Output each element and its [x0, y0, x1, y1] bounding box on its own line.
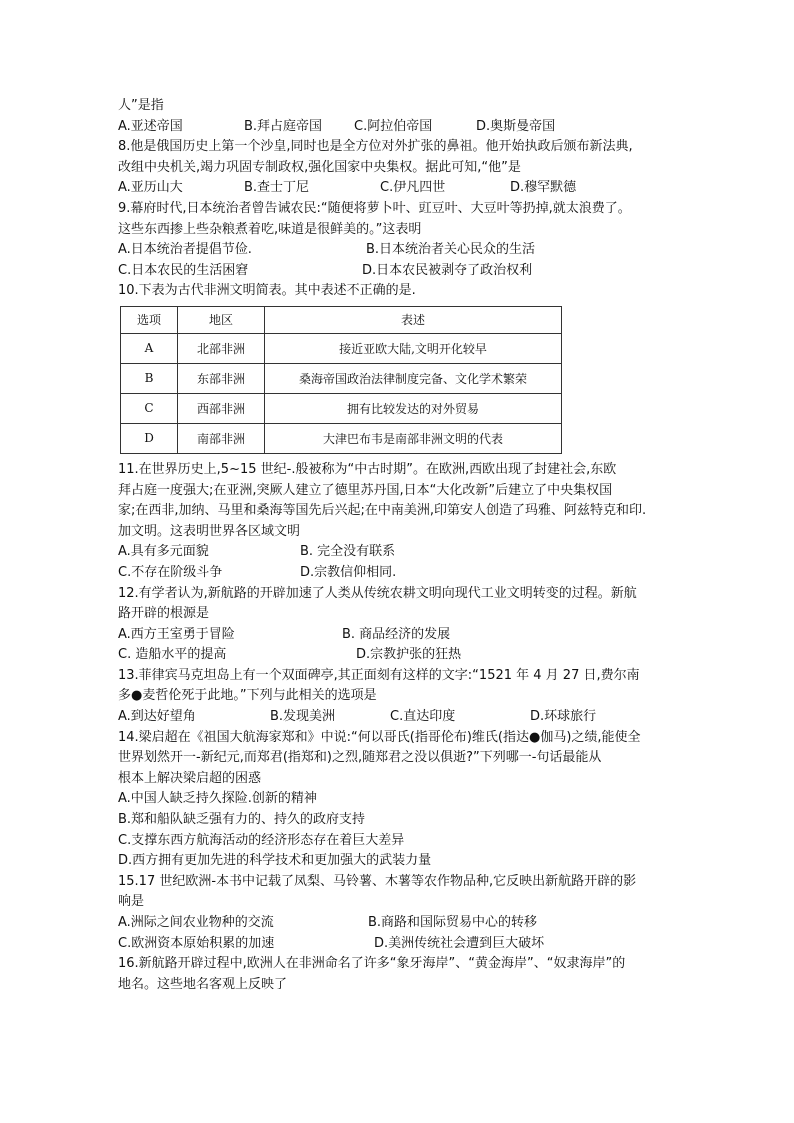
q12-option-d[interactable]: D.宗教护张的狂热 [356, 647, 462, 663]
q12-stem-line-2: 路开辟的根源是 [118, 606, 210, 622]
q14-stem-line-1: 14.梁启超在《祖国大航海家郑和》中说:“何以哥氏(指哥伦布)维氏(指达●伽马)之绩,能使全 [118, 729, 641, 745]
exam-page [118, 96, 678, 995]
table-header-option: 选项 [121, 306, 178, 333]
table-cell-option: A [121, 333, 178, 363]
q10-stem: 10.下表为古代非洲文明简表。其中表述不正确的是. [118, 283, 416, 299]
q12-option-b[interactable]: B. 商品经济的发展 [342, 626, 451, 642]
q7-option-b[interactable]: B.拜占庭帝国 [244, 118, 323, 134]
q11-option-c[interactable]: C.不存在阶级斗争 [118, 564, 223, 580]
q12-option-a[interactable]: A.西方王室勇于冒险 [118, 626, 235, 642]
q10-table [120, 306, 562, 454]
table-cell-description: 接近亚欧大陆,文明开化较早 [265, 333, 562, 363]
q14-option-a[interactable]: A.中国人缺乏持久探险.创新的精神 [118, 791, 317, 807]
q7-option-c[interactable]: C.阿拉伯帝国 [354, 118, 433, 134]
q14-stem-line-3: 根本上解决梁启超的困惑 [118, 770, 262, 786]
table-header-region: 地区 [178, 306, 265, 333]
table-cell-region: 西部非洲 [178, 393, 265, 423]
q11-stem-line-4: 加文明。这表明世界各区域文明 [118, 523, 301, 539]
q16-stem-line-1: 16.新航路开辟过程中,欧洲人在非洲命名了许多“象牙海岸”、“黄金海岸”、“奴隶海岸”的 [118, 956, 626, 972]
q12-options-row-2 [118, 645, 678, 666]
table-cell-option: B [121, 363, 178, 393]
q15-options-row-1 [118, 913, 678, 934]
q7-options [118, 117, 678, 138]
q14-option-d[interactable]: D.西方拥有更加先进的科学技术和更加强大的武装力量 [118, 853, 432, 869]
q14-option-c[interactable]: C.支撑东西方航海活动的经济形态存在着巨大差异 [118, 832, 405, 848]
q13-option-d[interactable]: D.环球旅行 [530, 709, 597, 725]
q7-stem: 人”是指 [118, 98, 164, 113]
table-row [121, 393, 562, 423]
q14-option-b[interactable]: B.郑和船队缺乏强有力的、持久的政府支持 [118, 812, 366, 828]
q15-stem-line-1: 15.17 世纪欧洲-本书中记载了凤梨、马铃薯、木薯等农作物品种,它反映出新航路开辟的影 [118, 873, 637, 889]
q11-options-row-2 [118, 563, 678, 584]
q11-option-a[interactable]: A.具有多元面貌 [118, 544, 209, 560]
table-cell-description: 大津巴布韦是南部非洲文明的代表 [265, 423, 562, 453]
q13-stem-line-2: 多●麦哲伦死于此地。”下列与此相关的选项是 [118, 688, 377, 704]
q15-option-a[interactable]: A.洲际之间农业物种的交流 [118, 915, 274, 930]
q15-option-d[interactable]: D.美洲传统社会遭到巨大破坏 [374, 935, 545, 951]
q8-option-d[interactable]: D.穆罕默德 [510, 180, 577, 196]
q7-option-d[interactable]: D.奥斯曼帝国 [476, 118, 556, 134]
q12-option-c[interactable]: C. 造船水平的提高 [118, 647, 227, 663]
table-cell-option: C [121, 393, 178, 423]
table-cell-region: 北部非洲 [178, 333, 265, 363]
q9-option-d[interactable]: D.日本农民被剥夺了政治权利 [362, 262, 533, 278]
table-row [121, 363, 562, 393]
q7-option-a[interactable]: A.亚述帝国 [118, 118, 183, 134]
q11-option-d[interactable]: D.宗教信仰相同. [300, 564, 397, 580]
q8-stem-line-2: 改组中央机关,竭力巩固专制政权,强化国家中央集权。据此可知,“他”是 [118, 159, 521, 175]
q8-stem-line-1: 8.他是俄国历史上第一个沙皇,同时也是全方位对外扩张的鼻祖。他开始执政后颁布新法典, [118, 139, 633, 155]
q16-stem-line-2: 地名。这些地名客观上反映了 [118, 976, 288, 992]
table-cell-option: D [121, 423, 178, 453]
q15-options-row-2 [118, 934, 678, 955]
q9-options-row-2 [118, 261, 678, 282]
q15-stem-line-2: 响是 [118, 894, 145, 910]
q11-stem-line-2: 拜占庭一度强大;在亚洲,突厥人建立了德里苏丹国,日本“大化改新”后建立了中央集权国 [118, 482, 613, 498]
table-cell-region: 南部非洲 [178, 423, 265, 453]
table-row [121, 423, 562, 453]
table-cell-description: 桑海帝国政治法律制度完备、文化学术繁荣 [265, 363, 562, 393]
q11-stem-line-1: 11.在世界历史上,5~15 世纪-.般被称为“中古时期”。在欧洲,西欧出现了封建社会,东欧 [118, 461, 617, 477]
q14-stem-line-2: 世界划然开一-新纪元,而郑君(指郑和)之烈,随郑君之没以俱逝?”下列哪一-句话最能从 [118, 750, 602, 766]
q13-option-a[interactable]: A.到达好望角 [118, 709, 196, 725]
q9-options-row-1 [118, 240, 678, 261]
table-cell-description: 拥有比较发达的对外贸易 [265, 393, 562, 423]
q8-options [118, 178, 678, 199]
table-row [121, 333, 562, 363]
q9-option-b[interactable]: B.日本统治者关心民众的生活 [366, 242, 536, 258]
q8-option-b[interactable]: B.查士丁尼 [244, 180, 310, 196]
q13-stem-line-1: 13.菲律宾马克坦岛上有一个双面碑亭,其正面刻有这样的文字:“1521 年 4 月 27 日,费尔南 [118, 667, 640, 683]
q8-option-a[interactable]: A.亚历山大 [118, 180, 183, 196]
q8-option-c[interactable]: C.伊凡四世 [380, 180, 446, 196]
q13-options [118, 707, 678, 728]
q13-option-b[interactable]: B.发现美洲 [270, 709, 336, 725]
table-header-description: 表述 [265, 306, 562, 333]
q11-option-b[interactable]: B. 完全没有联系 [300, 544, 396, 560]
q12-stem-line-1: 12.有学者认为,新航路的开辟加速了人类从传统农耕文明向现代工业文明转变的过程。新航 [118, 585, 637, 601]
q11-options-row-1 [118, 542, 678, 563]
table-header-row [121, 306, 562, 333]
q11-stem-line-3: 家;在西非,加纳、马里和桑海等国先后兴起;在中南美洲,印第安人创造了玛雅、阿兹特克和印. [118, 503, 647, 519]
q12-options-row-1 [118, 625, 678, 646]
q9-option-c[interactable]: C.日本农民的生活困窘 [118, 262, 249, 278]
q9-option-a[interactable]: A.日本统治者提倡节俭. [118, 242, 252, 258]
q9-stem-line-1: 9.幕府时代,日本统治者曾告诫农民:“随便将萝卜叶、豇豆叶、大豆叶等扔掉,就太浪费了。 [118, 200, 631, 216]
q15-option-b[interactable]: B.商路和国际贸易中心的转移 [368, 915, 538, 930]
table-cell-region: 东部非洲 [178, 363, 265, 393]
q13-option-c[interactable]: C.直达印度 [390, 709, 456, 725]
q9-stem-line-2: 这些东西掺上些杂粮煮着吃,味道是很鲜美的。”这表明 [118, 221, 422, 237]
q15-option-c[interactable]: C.欧洲资本原始积累的加速 [118, 935, 275, 951]
